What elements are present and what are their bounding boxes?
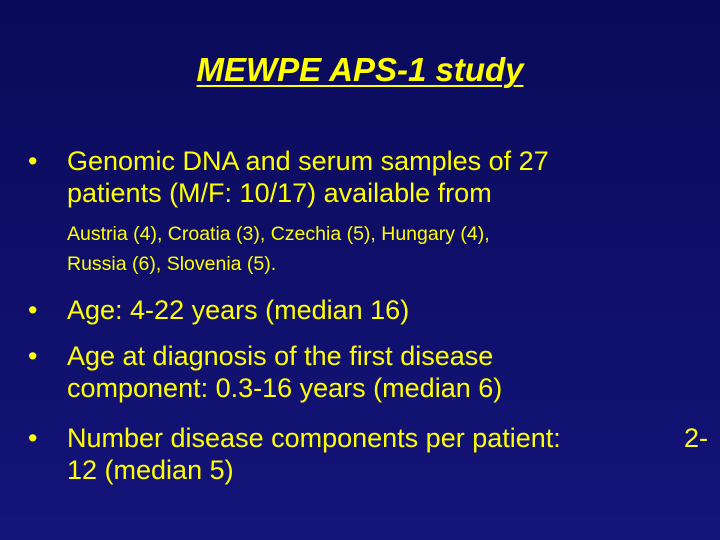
bullet-line: Age: 4-22 years (median 16) [67, 295, 410, 325]
bullet-text [67, 294, 708, 326]
bullet-text [67, 340, 708, 404]
bullet-line-end: 2- [683, 423, 708, 453]
country-line: Austria (4), Croatia (3), Czechia (5), Hungary (4), [67, 223, 490, 245]
bullet-text [67, 422, 708, 486]
bullet-text [67, 145, 708, 209]
bullet-line: 12 (median 5) [67, 455, 234, 485]
bullet-line: Genomic DNA and serum samples of 27 [67, 146, 549, 176]
bullet-line: Number disease components per patient: [67, 423, 561, 453]
country-list [67, 219, 700, 279]
bullet-line: component: 0.3-16 years (median 6) [67, 373, 503, 403]
bullet-line-row [67, 422, 708, 454]
bullet-dot: • [28, 423, 38, 453]
slide-title: MEWPE APS-1 study [196, 51, 524, 88]
bullet-dot: • [28, 341, 38, 371]
country-line: Russia (6), Slovenia (5). [67, 253, 277, 275]
bullet-dot: • [28, 146, 38, 176]
bullet-dot: • [28, 295, 38, 325]
bullet-line: patients (M/F: 10/17) available from [67, 178, 492, 208]
bullet-line: Age at diagnosis of the first disease [67, 341, 494, 371]
